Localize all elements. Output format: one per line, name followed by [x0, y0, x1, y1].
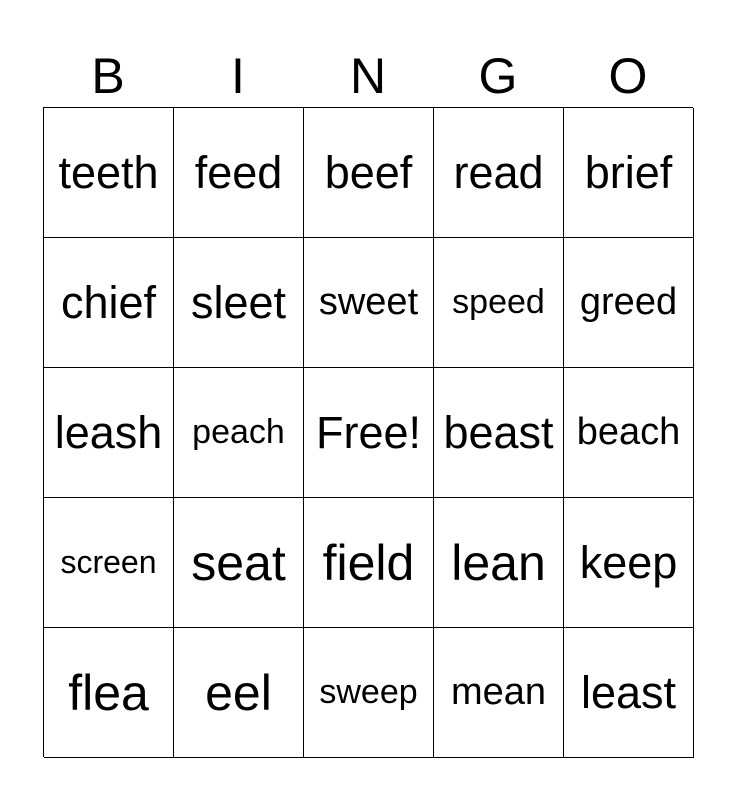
- bingo-cell[interactable]: sweep: [304, 628, 434, 758]
- header-letter-b: B: [91, 48, 125, 104]
- bingo-card: [43, 107, 693, 757]
- header-letter-i: I: [231, 48, 245, 104]
- bingo-cell[interactable]: field: [304, 498, 434, 628]
- bingo-cell[interactable]: keep: [564, 498, 694, 628]
- bingo-cell[interactable]: beef: [304, 108, 434, 238]
- bingo-cell[interactable]: flea: [44, 628, 174, 758]
- bingo-cell[interactable]: eel: [174, 628, 304, 758]
- bingo-cell[interactable]: screen: [44, 498, 174, 628]
- bingo-cell[interactable]: lean: [434, 498, 564, 628]
- header-letter-n: N: [349, 48, 387, 104]
- bingo-cell[interactable]: beast: [434, 368, 564, 498]
- bingo-cell[interactable]: brief: [564, 108, 694, 238]
- header-letter-g: G: [478, 48, 518, 104]
- header-letter-o: O: [608, 48, 648, 104]
- bingo-cell[interactable]: read: [434, 108, 564, 238]
- bingo-cell[interactable]: beach: [564, 368, 694, 498]
- bingo-cell[interactable]: sleet: [174, 238, 304, 368]
- bingo-cell[interactable]: seat: [174, 498, 304, 628]
- bingo-cell[interactable]: leash: [44, 368, 174, 498]
- bingo-cell[interactable]: least: [564, 628, 694, 758]
- bingo-header: [43, 44, 693, 108]
- bingo-cell[interactable]: sweet: [304, 238, 434, 368]
- bingo-cell[interactable]: speed: [434, 238, 564, 368]
- bingo-cell[interactable]: peach: [174, 368, 304, 498]
- bingo-cell[interactable]: chief: [44, 238, 174, 368]
- bingo-cell[interactable]: teeth: [44, 108, 174, 238]
- free-space-cell[interactable]: Free!: [304, 368, 434, 498]
- bingo-cell[interactable]: mean: [434, 628, 564, 758]
- bingo-cell[interactable]: feed: [174, 108, 304, 238]
- bingo-cell[interactable]: greed: [564, 238, 694, 368]
